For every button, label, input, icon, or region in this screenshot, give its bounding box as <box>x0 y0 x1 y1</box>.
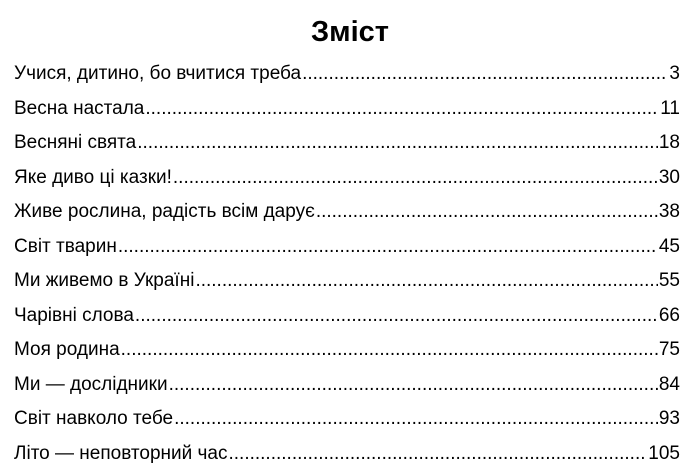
toc-entry-page-number: 66 <box>659 299 680 334</box>
toc-entry-title: Ми — дослідники <box>14 368 168 403</box>
toc-entry[interactable] <box>14 161 680 196</box>
toc-entry[interactable] <box>14 92 680 127</box>
toc-entry-title: Живе рослина, радість всім дарує <box>14 195 315 230</box>
toc-entry[interactable] <box>14 402 680 437</box>
toc-entry-page-number: 30 <box>659 161 680 196</box>
toc-entry-page-number: 93 <box>659 402 680 437</box>
toc-entry-page-number: 11 <box>660 92 680 127</box>
toc-entry[interactable] <box>14 195 680 230</box>
toc-entry-page-number: 105 <box>648 437 680 471</box>
toc-entry-title: Літо — неповторний час <box>14 437 227 471</box>
dot-leader <box>302 57 668 92</box>
toc-entry[interactable] <box>14 57 680 92</box>
page-title: Зміст <box>0 14 700 50</box>
toc-entry-title: Світ тварин <box>14 230 117 265</box>
toc-entry[interactable] <box>14 230 680 265</box>
toc-entry-page-number: 3 <box>669 57 680 92</box>
toc-entry[interactable] <box>14 368 680 403</box>
toc-entry[interactable] <box>14 299 680 334</box>
toc-entry[interactable] <box>14 333 680 368</box>
dot-leader <box>169 368 658 403</box>
toc-entry-title: Чарівні слова <box>14 299 134 334</box>
toc-entry-title: Весняні свята <box>14 126 136 161</box>
toc-entry-page-number: 45 <box>659 230 680 265</box>
toc-entry-page-number: 38 <box>659 195 680 230</box>
toc-entry-title: Весна настала <box>14 92 144 127</box>
toc-entry-page-number: 84 <box>659 368 680 403</box>
dot-leader <box>135 299 658 334</box>
dot-leader <box>173 161 658 196</box>
toc-entry[interactable] <box>14 264 680 299</box>
toc-entry[interactable] <box>14 126 680 161</box>
toc-entry-page-number: 55 <box>659 264 680 299</box>
toc-entry-title: Учися, дитино, бо вчитися треба <box>14 57 301 92</box>
toc-entry-title: Ми живемо в Україні <box>14 264 194 299</box>
toc-entry-title: Світ навколо тебе <box>14 402 173 437</box>
dot-leader <box>174 402 658 437</box>
dot-leader <box>228 437 647 471</box>
dot-leader <box>195 264 657 299</box>
toc-entry-title: Яке диво ці казки! <box>14 161 172 196</box>
dot-leader <box>316 195 658 230</box>
dot-leader <box>145 92 659 127</box>
dot-leader <box>137 126 658 161</box>
table-of-contents <box>14 57 680 471</box>
dot-leader <box>121 333 658 368</box>
toc-entry[interactable] <box>14 437 680 471</box>
toc-entry-page-number: 75 <box>659 333 680 368</box>
toc-entry-page-number: 18 <box>659 126 680 161</box>
dot-leader <box>118 230 658 265</box>
toc-entry-title: Моя родина <box>14 333 120 368</box>
